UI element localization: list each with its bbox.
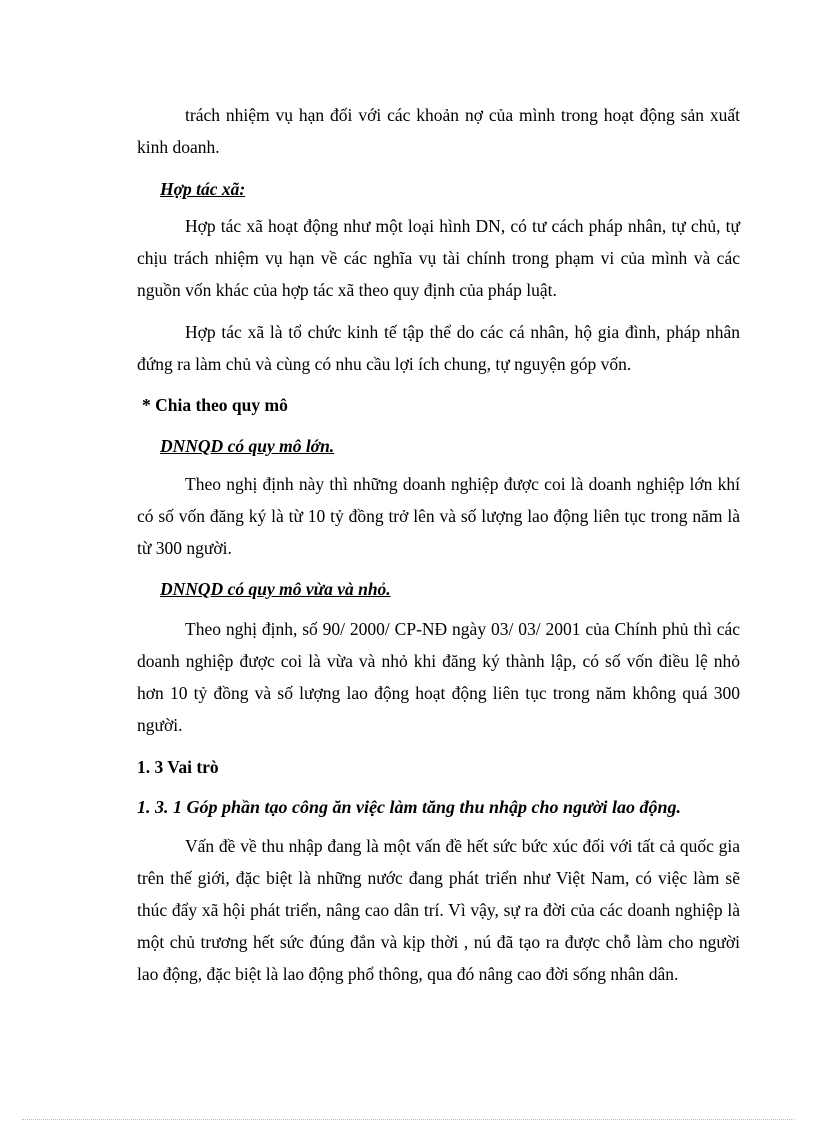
paragraph-3: Hợp tác xã là tổ chức kinh tế tập thể do các cá nhân, hộ gia đình, pháp nhân đứng ra làm chủ và cùng có nhu cầu lợi ích chung, tự nguyện góp vốn.: [137, 322, 740, 374]
paragraph-2: Hợp tác xã hoạt động như một loại hình DN, có tư cách pháp nhân, tự chủ, tự chịu trách nhiệm vụ hạn về các nghĩa vụ tài chính trong phạm vi của mình và các nguồn vốn khác của hợp tác xã theo quy định của pháp luật.: [137, 216, 740, 300]
paragraph-6: Vấn đề về thu nhập đang là một vấn đề hết sức bức xúc đối với tất cả quốc gia trên thế giới, đặc biệt là những nước đang phát triển như Việt Nam, có việc làm sẽ thúc đẩy xã hội phát triển, nâng cao dân trí. Vì vậy, sự ra đời của các doanh nghiệp là một chủ trương hết sức đúng đắn và kịp thời , nú đã tạo ra được chỗ làm cho người lao động, đặc biệt là lao động phổ thông, qua đó nâng cao đời sống nhân dân.: [137, 836, 740, 984]
heading-1-3-1: 1. 3. 1 Góp phần tạo công ăn việc làm tăng thu nhập cho người lao động.: [137, 797, 682, 817]
heading-quy-mo-lon: DNNQD có quy mô lớn.: [160, 436, 335, 456]
page-bottom-rule: [22, 1119, 794, 1120]
heading-quy-mo-vua-nho: DNNQD có quy mô vừa và nhỏ.: [160, 579, 391, 599]
heading-vai-tro: 1. 3 Vai trò: [137, 757, 219, 777]
paragraph-5: Theo nghị định, số 90/ 2000/ CP-NĐ ngày 03/ 03/ 2001 của Chính phủ thì các doanh nghiệp được coi là vừa và nhỏ khi đăng ký thành lập, có số vốn điều lệ nhỏ hơn 10 tỷ đồng và số lượng lao động hoạt động liên tục trong năm không quá 300 người.: [137, 619, 740, 735]
heading-hop-tac-xa: Hợp tác xã:: [160, 179, 246, 199]
paragraph-1: trách nhiệm vụ hạn đối với các khoản nợ của mình trong hoạt động sản xuất kinh doanh.: [137, 105, 740, 157]
heading-chia-theo-quy-mo: * Chia theo quy mô: [142, 395, 288, 415]
paragraph-4: Theo nghị định này thì những doanh nghiệp được coi là doanh nghiệp lớn khí có số vốn đăng ký là từ 10 tỷ đồng trở lên và số lượng lao động liên tục trong năm là từ 300 người.: [137, 474, 740, 558]
